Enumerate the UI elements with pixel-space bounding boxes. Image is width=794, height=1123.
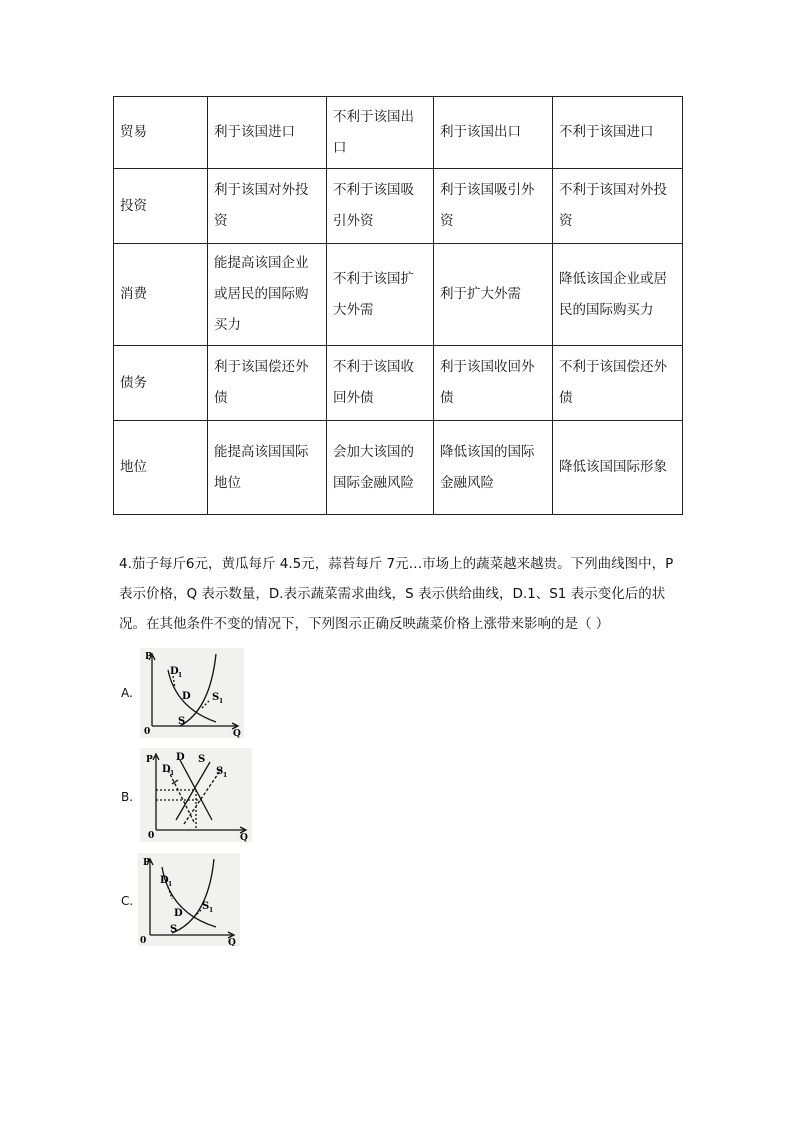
table-cell: 降低该国企业或居民的国际购买力 <box>553 244 683 346</box>
table-cell: 利于扩大外需 <box>434 244 553 346</box>
curve-label: D <box>162 764 171 775</box>
table-cell: 不利于该国吸引外资 <box>327 169 434 244</box>
option-c-label[interactable]: C. <box>121 894 134 908</box>
table-cell: 能提高该国国际地位 <box>208 421 327 515</box>
demand-curve <box>168 670 216 722</box>
comparison-table <box>113 96 683 515</box>
table-cell: 债务 <box>114 346 208 421</box>
table-row <box>114 346 683 421</box>
table-cell: 会加大该国的国际金融风险 <box>327 421 434 515</box>
table-cell: 利于该国吸引外资 <box>434 169 553 244</box>
table-cell: 投资 <box>114 169 208 244</box>
table-cell: 利于该国收回外债 <box>434 346 553 421</box>
axis-q-label: Q <box>228 938 236 946</box>
option-c-diagram[interactable] <box>138 853 240 946</box>
axis-q-label: Q <box>240 833 248 842</box>
table-row <box>114 244 683 346</box>
table-cell: 地位 <box>114 421 208 515</box>
table-cell: 利于该国出口 <box>434 97 553 169</box>
curve-label: D <box>182 691 191 702</box>
table-cell: 利于该国进口 <box>208 97 327 169</box>
table-cell: 贸易 <box>114 97 208 169</box>
table-row <box>114 169 683 244</box>
demand-curve <box>162 867 216 927</box>
curve-label: S <box>198 754 206 765</box>
table-cell: 不利于该国扩大外需 <box>327 244 434 346</box>
table-cell: 不利于该国进口 <box>553 97 683 169</box>
option-b-diagram[interactable] <box>140 748 252 842</box>
table-row <box>114 97 683 169</box>
table-cell: 降低该国国际形象 <box>553 421 683 515</box>
axis-p-label: P <box>145 652 152 662</box>
table-cell: 降低该国的国际金融风险 <box>434 421 553 515</box>
curve-label-sub: 1 <box>168 881 173 888</box>
table-cell: 利于该国偿还外债 <box>208 346 327 421</box>
option-a-label[interactable]: A. <box>121 686 133 700</box>
axis-p-label: P <box>143 858 150 868</box>
table-cell: 不利于该国收回外债 <box>327 346 434 421</box>
curve-label-sub: 1 <box>209 907 214 914</box>
curve-label-sub: 1 <box>223 772 228 779</box>
table-cell: 能提高该国企业或居民的国际购买力 <box>208 244 327 346</box>
curve-label: S <box>216 766 224 777</box>
table-row <box>114 421 683 515</box>
curve-label: S <box>178 716 186 727</box>
table-cell: 不利于该国对外投资 <box>553 169 683 244</box>
axis-origin-label: 0 <box>144 727 151 737</box>
axis-origin-label: 0 <box>148 831 155 841</box>
supply-curve <box>172 859 214 933</box>
curve-label-sub: 1 <box>170 770 175 777</box>
axis-p-label: P <box>146 755 153 765</box>
curve-label-sub: 1 <box>178 672 183 679</box>
curve-label: S <box>170 924 178 935</box>
table-cell: 不利于该国出口 <box>327 97 434 169</box>
supply-curve <box>180 654 216 726</box>
table-cell: 利于该国对外投资 <box>208 169 327 244</box>
shift-arrow <box>194 909 202 917</box>
table-cell: 不利于该国偿还外债 <box>553 346 683 421</box>
option-a-diagram[interactable] <box>140 648 244 738</box>
curve-label: D <box>176 752 185 763</box>
question-text: 4.茄子每斤6元，黄瓜每斤 4.5元，蒜苔每斤 7元…市场上的蔬菜越来越贵。下列曲线图中，P 表示价格，Q 表示数量，D.表示蔬菜需求曲线，S 表示供给曲线，D.1、S1 表示变化后的状况。在其他条件不变的情况下，下列图示正确反映蔬菜价格上涨带来影响的是（ ） <box>119 556 674 632</box>
curve-label: D <box>170 666 179 677</box>
option-b-label[interactable]: B. <box>121 790 134 804</box>
axis-q-label: Q <box>233 729 241 738</box>
curve-label: S <box>212 692 220 703</box>
curve-label: D <box>174 908 183 919</box>
table-cell: 消费 <box>114 244 208 346</box>
axis-origin-label: 0 <box>140 936 147 946</box>
curve-label: S <box>202 901 210 912</box>
curve-label: D <box>160 875 169 886</box>
curve-label-sub: 1 <box>219 698 224 705</box>
